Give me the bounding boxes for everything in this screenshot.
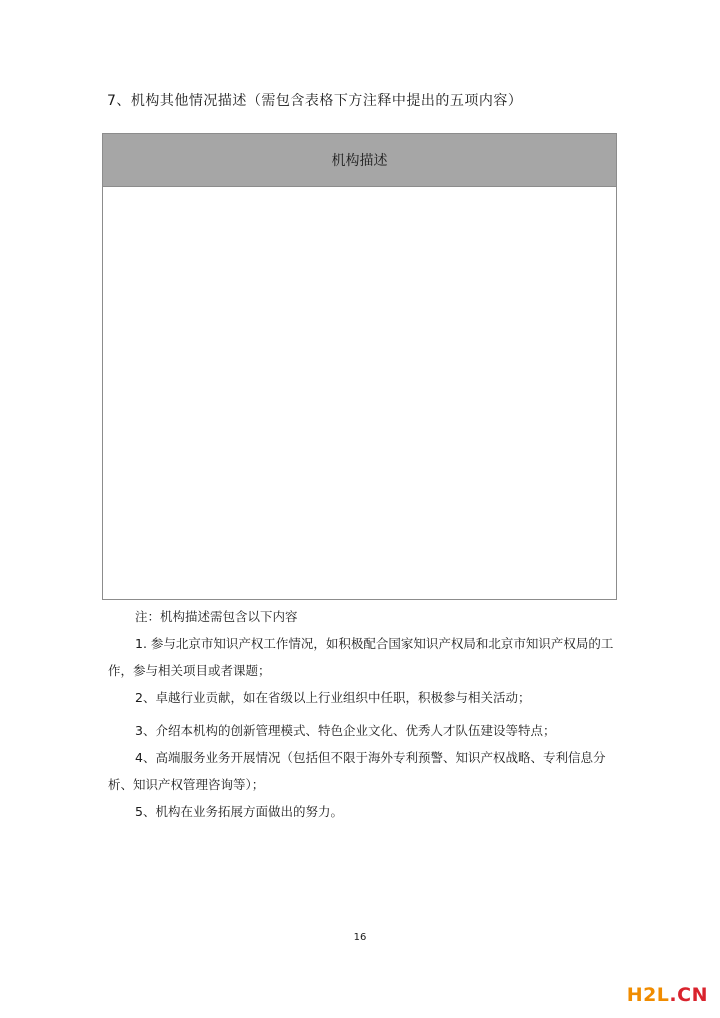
description-input-area[interactable] [103,187,616,600]
table-header [103,134,616,187]
section-heading: 7、机构其他情况描述（需包含表格下方注释中提出的五项内容） [107,93,523,109]
description-table [102,133,617,600]
page-number: 16 [353,932,367,943]
note-item: 1. 参与北京市知识产权工作情况，如积极配合国家知识产权局和北京市知识产权局的工作，参与相关项目或者课题； [108,636,614,678]
notes-title: 注：机构描述需包含以下内容 [135,609,298,624]
note-item: 3、介绍本机构的创新管理模式、特色企业文化、优秀人才队伍建设等特点； [135,723,556,738]
note-item: 5、机构在业务拓展方面做出的努力。 [135,804,343,819]
note-item: 4、高端服务业务开展情况（包括但不限于海外专利预警、知识产权战略、专利信息分析、知识产权管理咨询等）； [108,750,606,792]
watermark-logo: H2L.CN [626,984,708,1006]
table-header-label: 机构描述 [331,153,388,169]
note-item: 2、卓越行业贡献，如在省级以上行业组织中任职，积极参与相关活动； [135,690,531,705]
